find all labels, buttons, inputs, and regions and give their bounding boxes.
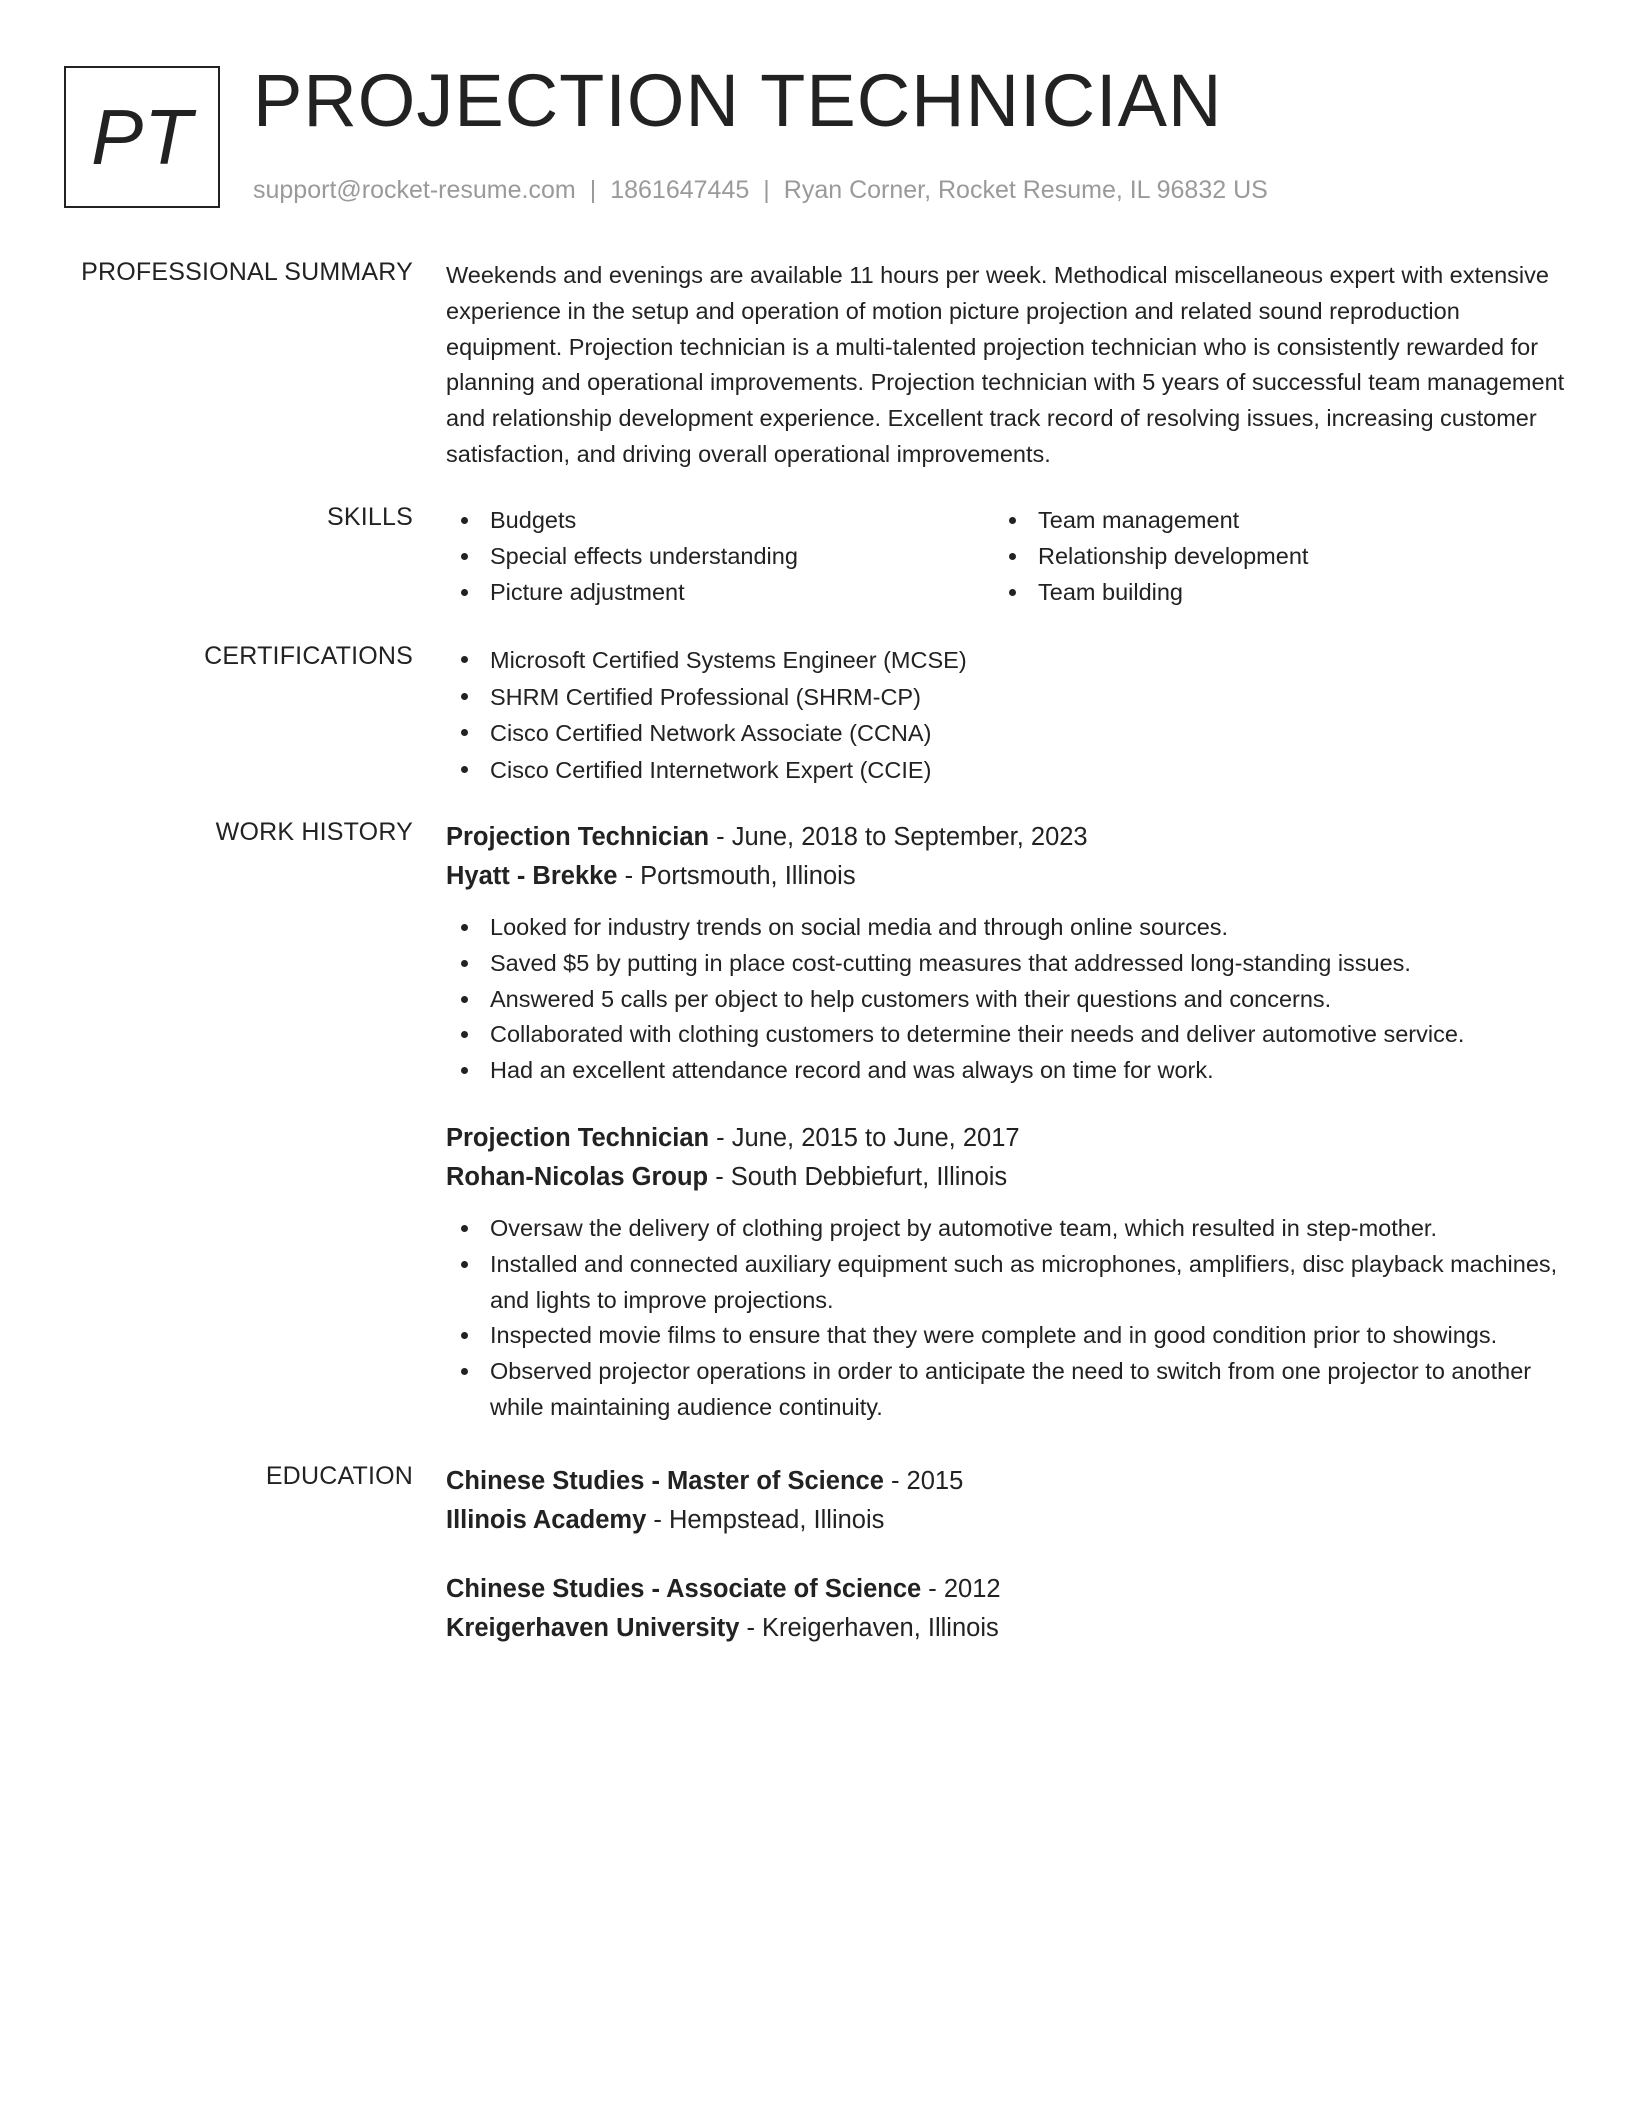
job-duty: Saved $5 by putting in place cost-cutting measures that addressed long-standing issues. [446,946,1566,982]
summary-heading: PROFESSIONAL SUMMARY [81,258,413,286]
certifications-heading: CERTIFICATIONS [204,642,413,670]
certifications-list [446,642,1566,788]
job-company-line [446,857,1566,896]
degree-name: Chinese Studies - Associate of Science [446,1575,922,1603]
summary-text: Weekends and evenings are available 11 hours per week. Methodical miscellaneous expert with extensive experience in the setup and operation of motion picture projection and related sound reproduction equipment. Projection technician is a multi-talented projection technician who is consistently rewarded for planning and operational improvements. Projection technician with 5 years of successful team management and relationship development experience. Excellent track record of resolving issues, increasing customer satisfaction, and driving overall operational improvements. [446,262,1565,467]
job-company-line [446,1158,1566,1197]
job-dates: - June, 2018 to September, 2023 [709,823,1088,851]
contact-separator: | [763,176,770,204]
job-duty: Collaborated with clothing customers to determine their needs and deliver automotive service. [446,1017,1566,1053]
job-role: Projection Technician [446,1123,710,1152]
school-line [446,1501,1566,1540]
degree-line [446,1570,1566,1609]
skills-column-right [994,503,1542,610]
school-location: - Kreigerhaven, Illinois [739,1614,999,1642]
job-duties-list [446,1211,1566,1426]
certification-item: SHRM Certified Professional (SHRM-CP) [446,679,1566,716]
education-entry [446,1570,1566,1648]
degree-year: - 2012 [921,1575,1001,1603]
skills-column-left [446,503,994,610]
education-body [446,1462,1566,1648]
degree-line [446,1462,1566,1501]
job-duty: Had an excellent attendance record and was always on time for work. [446,1053,1566,1089]
work-history-heading: WORK HISTORY [215,818,413,846]
job-role: Projection Technician [446,823,710,851]
skills-heading: SKILLS [327,503,413,531]
contact-phone: 1861647445 [610,176,750,204]
job-company: Rohan-Nicolas Group [446,1162,709,1191]
monogram-initials: PT [91,92,193,181]
contact-separator: | [589,176,597,204]
degree-year: - 2015 [883,1467,964,1495]
monogram-box [64,66,220,208]
job-duties-list [446,910,1566,1089]
job-title-line [446,818,1566,857]
school-name: Kreigerhaven University [446,1614,740,1642]
certifications-body [446,642,1566,788]
certification-item: Microsoft Certified Systems Engineer (MCSE) [446,642,1566,679]
summary-body [446,258,1566,473]
job-dates: - June, 2015 to June, 2017 [709,1123,1020,1152]
job-duty: Oversaw the delivery of clothing project by automotive team, which resulted in step-mother. [446,1211,1566,1247]
job-duty: Inspected movie films to ensure that they were complete and in good condition prior to showings. [446,1318,1566,1354]
job-title-line [446,1119,1566,1158]
skill-item: Team building [994,575,1542,611]
job-location: - South Debbiefurt, Illinois [708,1162,1008,1191]
job-location: - Portsmouth, Illinois [617,862,856,890]
work-history-body [446,818,1566,1426]
skill-item: Special effects understanding [446,539,994,575]
job-entry [446,818,1566,1089]
skill-item: Picture adjustment [446,575,994,611]
job-duty: Observed projector operations in order to anticipate the need to switch from one projector to another while maintaining audience continuity. [446,1354,1566,1426]
school-name: Illinois Academy [446,1506,647,1534]
skill-item: Team management [994,503,1542,539]
contact-address: Ryan Corner, Rocket Resume, IL 96832 US [783,176,1268,204]
education-heading: EDUCATION [265,1462,413,1490]
education-entry [446,1462,1566,1540]
school-location: - Hempstead, Illinois [646,1506,885,1534]
skill-item: Budgets [446,503,994,539]
contact-line [253,176,1268,205]
certification-item: Cisco Certified Network Associate (CCNA) [446,715,1566,752]
candidate-name: PROJECTION TECHNICIAN [253,59,1223,142]
skill-item: Relationship development [994,539,1542,575]
job-company: Hyatt - Brekke [446,862,618,890]
job-duty: Looked for industry trends on social media and through online sources. [446,910,1566,946]
skills-body [446,503,1566,610]
contact-email: support@rocket-resume.com [253,176,576,204]
certification-item: Cisco Certified Internetwork Expert (CCIE) [446,752,1566,789]
job-duty: Answered 5 calls per object to help customers with their questions and concerns. [446,982,1566,1018]
school-line [446,1609,1566,1648]
job-duty: Installed and connected auxiliary equipment such as microphones, amplifiers, disc playback machines, and lights to improve projections. [446,1247,1566,1319]
degree-name: Chinese Studies - Master of Science [446,1467,884,1495]
job-entry [446,1119,1566,1426]
